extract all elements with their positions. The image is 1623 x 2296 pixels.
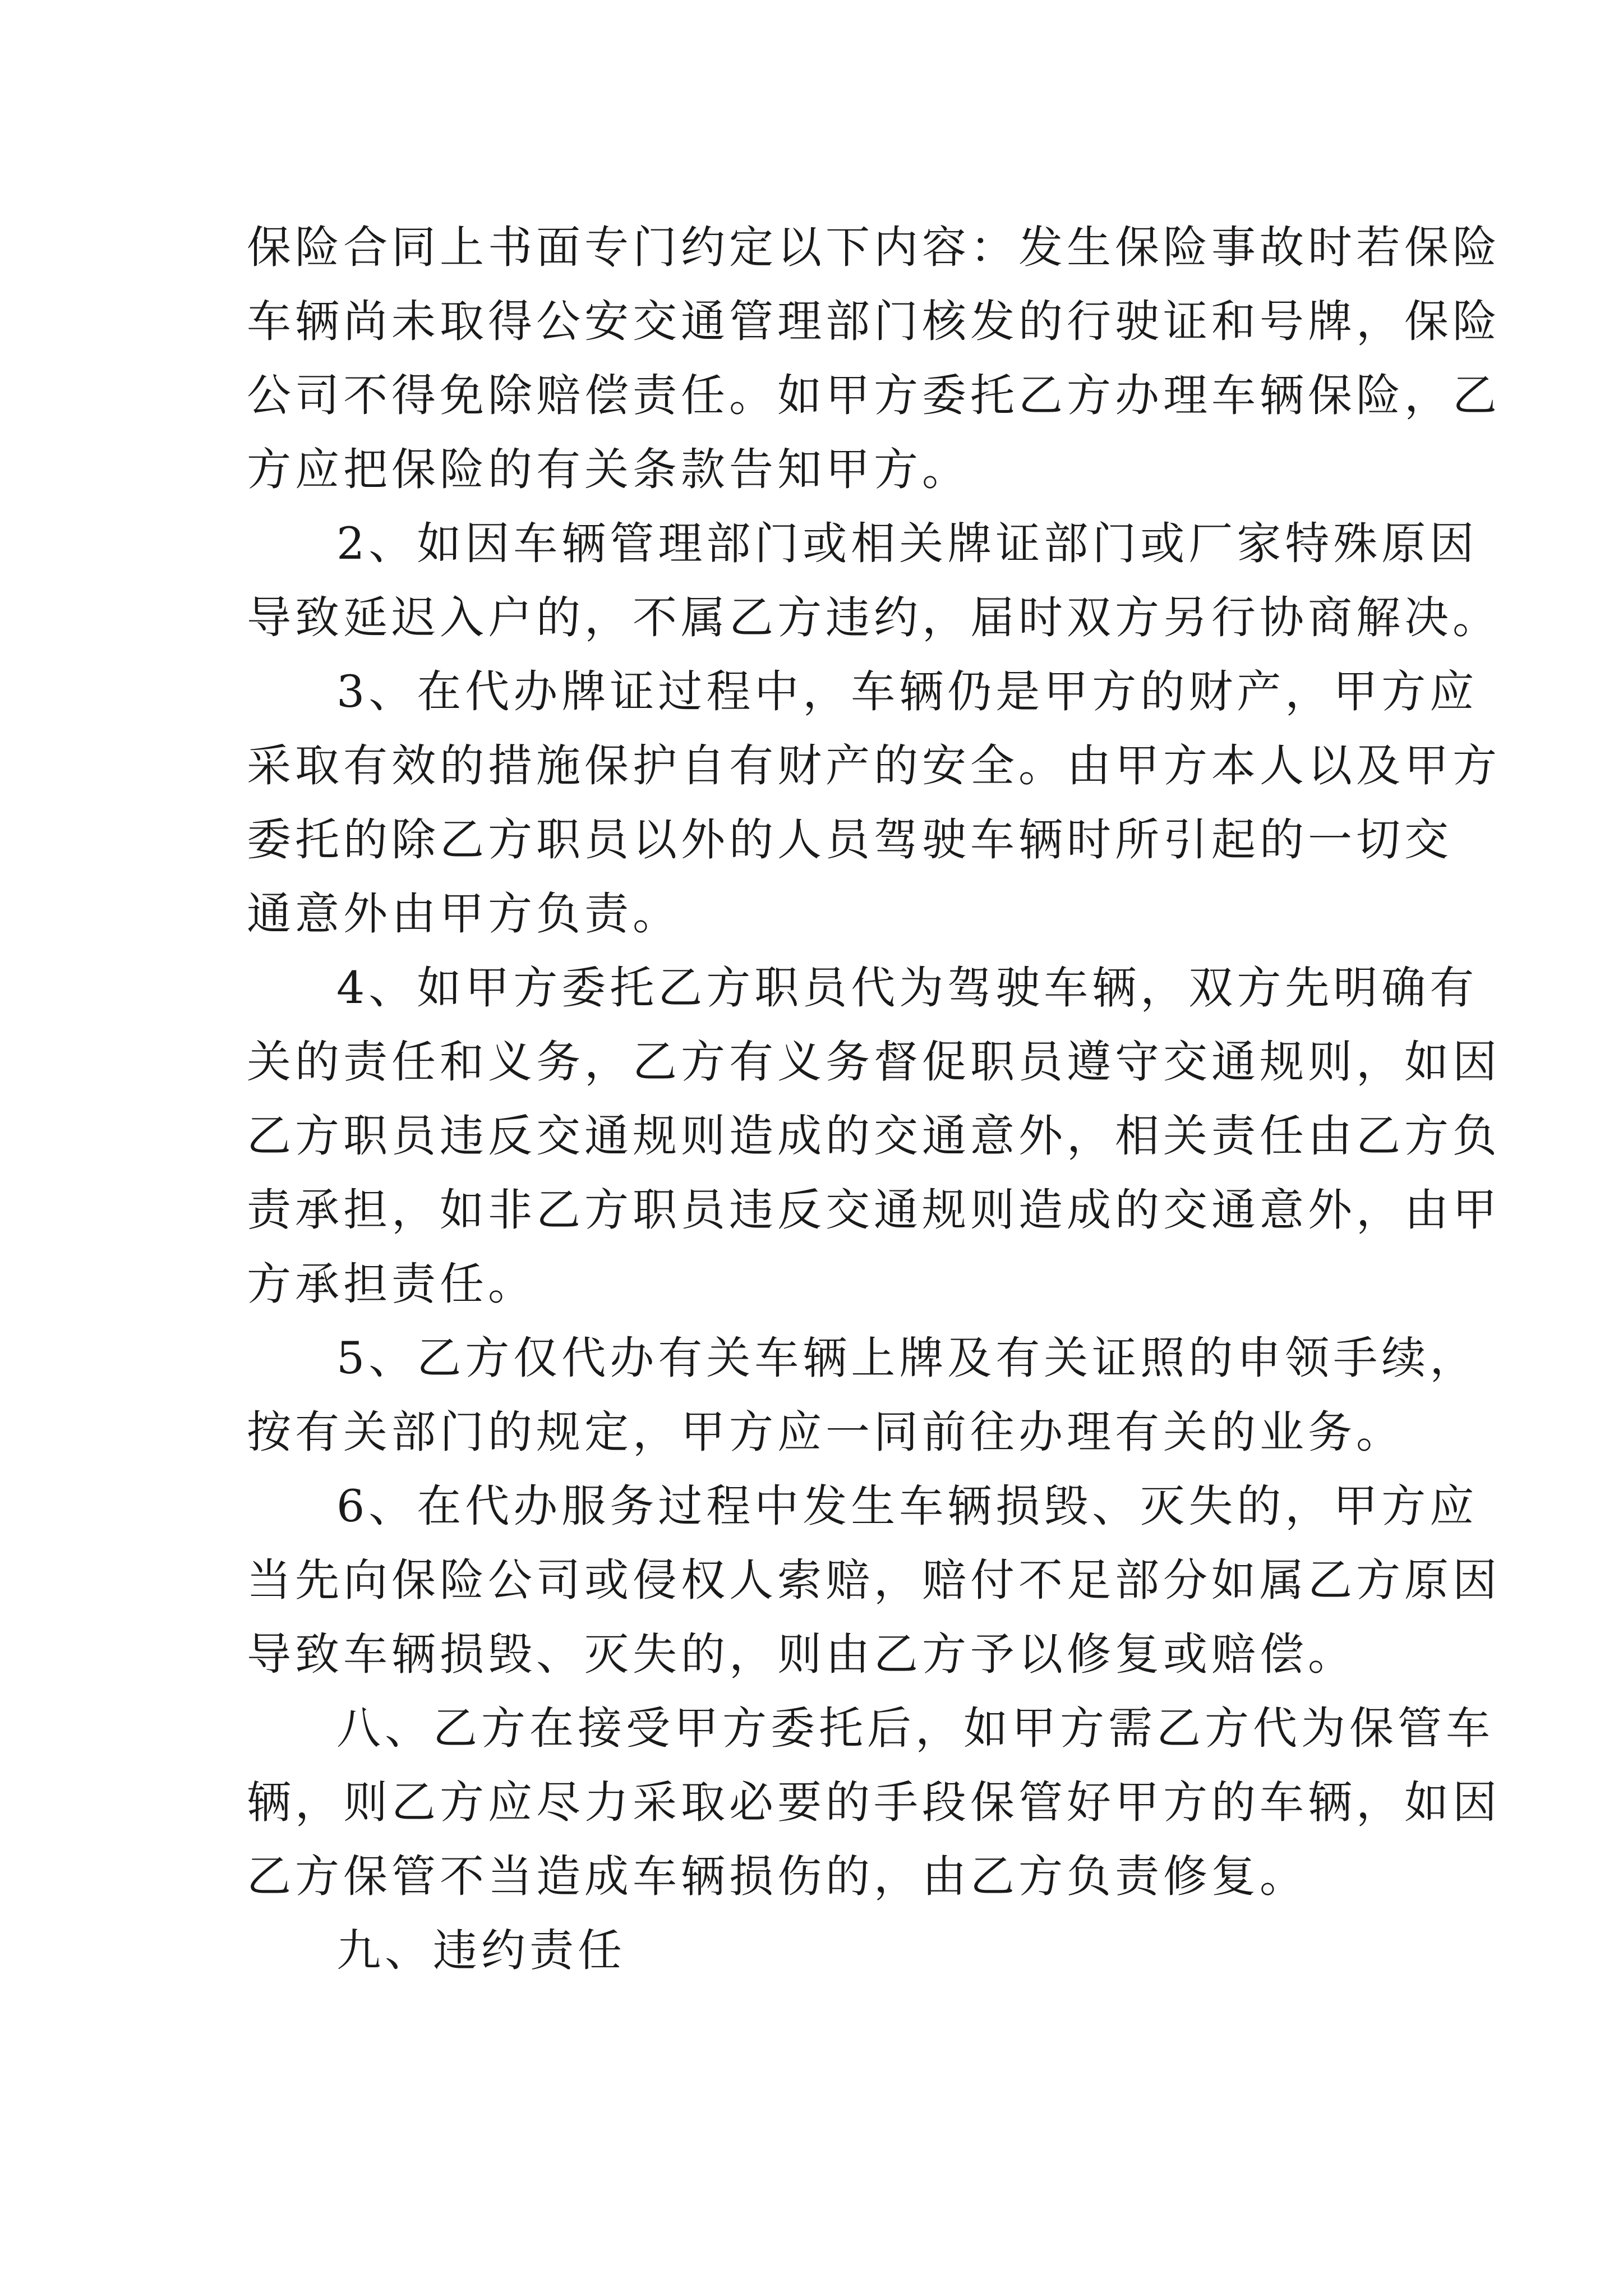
text-line: 当先向保险公司或侵权人索赔，赔付不足部分如属乙方原因 bbox=[247, 1554, 1501, 1606]
text-line: 乙方职员违反交通规则造成的交通意外，相关责任由乙方负 bbox=[247, 1110, 1501, 1162]
paragraph-clause-5 bbox=[247, 1321, 1478, 1469]
text-line: 关的责任和义务，乙方有义务督促职员遵守交通规则，如因 bbox=[247, 1036, 1501, 1088]
text-line: 责承担，如非乙方职员违反交通规则造成的交通意外，由甲 bbox=[247, 1184, 1501, 1236]
text-line: 6、在代办服务过程中发生车辆损毁、灭失的，甲方应 bbox=[336, 1480, 1478, 1532]
document-body bbox=[247, 210, 1501, 1987]
paragraph-clause-4 bbox=[247, 951, 1501, 1321]
text-line: 2、如因车辆管理部门或相关牌证部门或厂家特殊原因 bbox=[336, 518, 1478, 569]
paragraph-clause-6 bbox=[247, 1469, 1501, 1691]
text-line: 辆，则乙方应尽力采取必要的手段保管好甲方的车辆，如因 bbox=[247, 1777, 1501, 1828]
text-line: 导致延迟入户的，不属乙方违约，届时双方另行协商解决。 bbox=[247, 592, 1501, 643]
text-line: 方承担责任。 bbox=[247, 1258, 536, 1310]
text-line: 3、在代办牌证过程中，车辆仍是甲方的财产，甲方应 bbox=[336, 666, 1478, 717]
text-line: 按有关部门的规定，甲方应一同前往办理有关的业务。 bbox=[247, 1406, 1404, 1458]
paragraph-section-8 bbox=[247, 1691, 1501, 1913]
paragraph-clause-3 bbox=[247, 655, 1501, 951]
text-line: 采取有效的措施保护自有财产的安全。由甲方本人以及甲方 bbox=[247, 740, 1501, 792]
paragraph-section-9-heading bbox=[247, 1913, 1396, 1987]
paragraph-insurance-terms bbox=[247, 210, 1501, 507]
text-line: 公司不得免除赔偿责任。如甲方委托乙方办理车辆保险，乙 bbox=[247, 370, 1501, 421]
text-line: 八、乙方在接受甲方委托后，如甲方需乙方代为保管车 bbox=[336, 1703, 1494, 1754]
text-line: 委托的除乙方职员以外的人员驾驶车辆时所引起的一切交 bbox=[247, 814, 1453, 866]
text-line: 乙方保管不当造成车辆损伤的，由乙方负责修复。 bbox=[247, 1851, 1308, 1902]
text-line: 通意外由甲方负责。 bbox=[247, 888, 681, 940]
section-heading: 九、违约责任 bbox=[336, 1925, 626, 1976]
text-line: 保险合同上书面专门约定以下内容：发生保险事故时若保险 bbox=[247, 222, 1501, 273]
paragraph-clause-2 bbox=[247, 507, 1501, 655]
text-line: 4、如甲方委托乙方职员代为驾驶车辆，双方先明确有 bbox=[336, 962, 1478, 1014]
text-line: 方应把保险的有关条款告知甲方。 bbox=[247, 444, 970, 495]
text-line: 5、乙方仅代办有关车辆上牌及有关证照的申领手续， bbox=[336, 1332, 1478, 1384]
text-line: 导致车辆损毁、灭失的，则由乙方予以修复或赔偿。 bbox=[247, 1628, 1356, 1680]
text-line: 车辆尚未取得公安交通管理部门核发的行驶证和号牌，保险 bbox=[247, 296, 1501, 347]
